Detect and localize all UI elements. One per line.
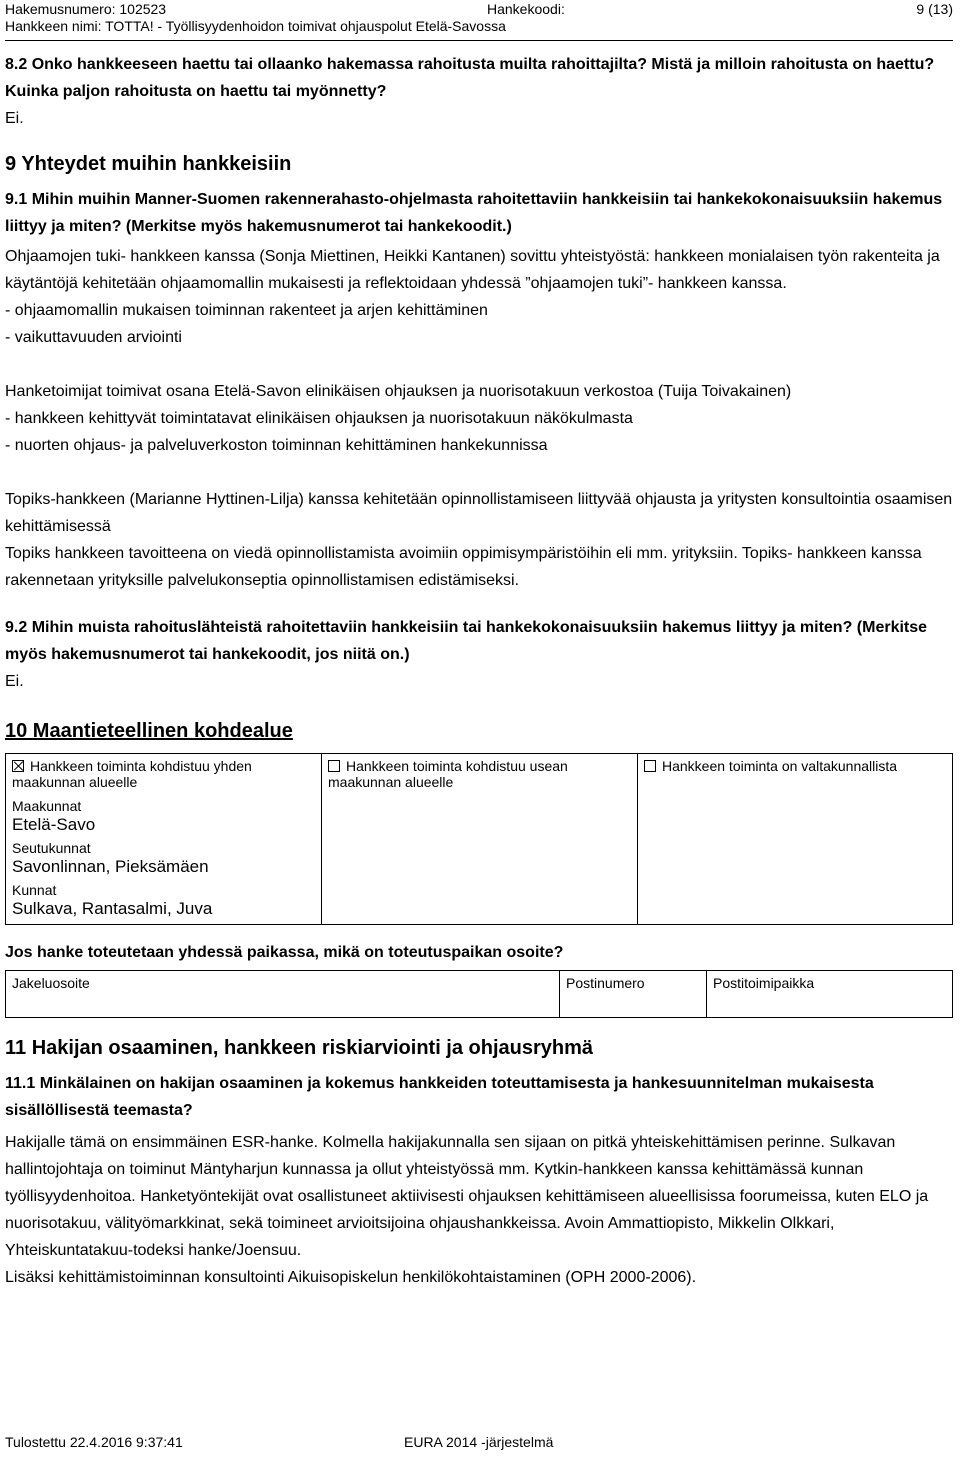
section-9-title: 9 Yhteydet muihin hankkeisiin bbox=[5, 153, 292, 175]
answer-11-1-p2: Lisäksi kehittämistoiminnan konsultointi Aikuisopiskelun henkilökohtaistaminen (OPH 2000-2006). bbox=[5, 1269, 697, 1286]
application-number: Hakemusnumero: 102523 bbox=[5, 1, 167, 17]
postal-code-label: Postinumero bbox=[566, 975, 645, 991]
answer-9-2: Ei. bbox=[5, 673, 24, 690]
street-address-field[interactable] bbox=[6, 971, 560, 1018]
question-9-1: 9.1 Mihin muihin Manner-Suomen rakennerahasto-ohjelmasta rahoitettaviin hankkeisiin tai hankekokonaisuuksiin hakemus liittyy ja miten? (Merkitse myös hakemusnumerot tai hankekoodit.) bbox=[5, 191, 943, 235]
postal-code-field[interactable] bbox=[560, 971, 707, 1018]
question-11-1: 11.1 Minkälainen on hakijan osaaminen ja kokemus hankkeiden toteuttamisesta ja hankesuunnitelman mukaisesta sisällöllisestä teemasta? bbox=[5, 1075, 874, 1119]
question-9-2: 9.2 Mihin muista rahoituslähteistä rahoitettaviin hankkeisiin tai hankekokonaisuuksiin hakemus liittyy ja miten? (Merkitse myös hakemusnumerot tai hankekoodit, jos niitä on.) bbox=[5, 619, 928, 663]
answer-9-1-p7: Topiks-hankkeen (Marianne Hyttinen-Lilja) kanssa kehitetään opinnollistamiseen liittyvää ohjausta ja yritysten konsultointia osaamisen kehittämisessä bbox=[5, 491, 953, 535]
project-name: Hankkeen nimi: TOTTA! - Työllisyydenhoidon toimivat ohjauspolut Etelä-Savossa bbox=[5, 18, 506, 34]
subregions-value: Savonlinnan, Pieksämäen bbox=[12, 857, 209, 876]
project-code-label: Hankekoodi: bbox=[487, 1, 565, 17]
answer-9-1-p8: Topiks hankkeen tavoitteena on viedä opinnollistamista avoimiin oppimisympäristöihin eli mm. yrityksiin. Topiks- hankkeen kanssa rakennetaan yrityksille palvelukonseptia opinnollistamisen edistämiseksi. bbox=[5, 545, 922, 589]
single-region-cell bbox=[6, 754, 322, 925]
municipalities-label: Kunnat bbox=[12, 882, 57, 898]
print-timestamp: Tulostettu 22.4.2016 9:37:41 bbox=[5, 1434, 183, 1450]
municipalities-value: Sulkava, Rantasalmi, Juva bbox=[12, 899, 213, 918]
multi-region-cell bbox=[322, 754, 638, 925]
answer-9-1-p5: - hankkeen kehittyvät toimintatavat elinikäisen ohjauksen ja nuorisotakuun näkökulmasta bbox=[5, 410, 633, 427]
national-option-label: Hankkeen toiminta on valtakunnallista bbox=[662, 758, 898, 774]
national-checkbox[interactable] bbox=[644, 760, 656, 772]
address-table bbox=[5, 970, 953, 1018]
section-11-title: 11 Hakijan osaaminen, hankkeen riskiarviointi ja ohjausryhmä bbox=[5, 1037, 594, 1059]
multi-region-checkbox[interactable] bbox=[328, 760, 340, 772]
regions-value: Etelä-Savo bbox=[12, 815, 96, 834]
subregions-label: Seutukunnat bbox=[12, 840, 91, 856]
multi-region-option-label: Hankkeen toiminta kohdistuu usean maakunnan alueelle bbox=[328, 758, 568, 790]
geographic-area-table bbox=[5, 753, 953, 925]
document-page bbox=[5, 0, 953, 1291]
regions-label: Maakunnat bbox=[12, 798, 82, 814]
answer-9-1-p6: - nuorten ohjaus- ja palveluverkoston toiminnan kehittäminen hankekunnissa bbox=[5, 437, 548, 454]
city-label: Postitoimipaikka bbox=[713, 975, 815, 991]
answer-9-1-p4: Hanketoimijat toimivat osana Etelä-Savon elinikäisen ohjauksen ja nuorisotakuun verkostoa (Tuija Toivakainen) bbox=[5, 383, 792, 400]
page-header bbox=[5, 0, 953, 41]
city-field[interactable] bbox=[707, 971, 953, 1018]
national-cell bbox=[638, 754, 953, 925]
single-region-option-label: Hankkeen toiminta kohdistuu yhden maakunnan alueelle bbox=[12, 758, 252, 790]
system-name: EURA 2014 -järjestelmä bbox=[404, 1434, 554, 1450]
answer-8-2: Ei. bbox=[5, 110, 24, 127]
answer-9-1-p1: Ohjaamojen tuki- hankkeen kanssa (Sonja Miettinen, Heikki Kantanen) sovittu yhteistyöstä: hankkeen monialaisen työn rakenteita ja käytäntöjä kehitetään ohjaamomallin mukaisesti ja reflektoidaan yhdessä ”ohjaamojen tuki”- hankkeen kanssa. bbox=[5, 248, 940, 292]
page-footer bbox=[5, 1434, 953, 1450]
address-question: Jos hanke toteutetaan yhdessä paikassa, mikä on toteutuspaikan osoite? bbox=[5, 944, 564, 961]
page-number: 9 (13) bbox=[916, 1, 953, 17]
answer-9-1-p2: - ohjaamomallin mukaisen toiminnan rakenteet ja arjen kehittäminen bbox=[5, 302, 488, 319]
answer-11-1-p1: Hakijalle tämä on ensimmäinen ESR-hanke. Kolmella hakijakunnalla sen sijaan on pitkä yhteiskehittämisen perinne. Sulkavan hallintojohtaja on toiminut Mäntyharjun kunnassa ja ollut yhteistyössä mm. Kytkin-hankkeen kanssa kehittämässä kunnan työllisyydenhoitoa. Hanketyöntekijät ovat osallistuneet aktiivisesti ohjauksen kehittämiseen alueellisissa foorumeissa, kuten ELO ja nuorisotakuu, välityömarkkinat, sekä toimineet arvioitsijoina ohjaushankkeissa. Avoin Ammattiopisto, Mikkelin Olkkari, Yhteiskuntatakuu-todeksi hanke/Joensuu. bbox=[5, 1134, 929, 1259]
street-address-label: Jakeluosoite bbox=[12, 975, 90, 991]
section-10-title: 10 Maantieteellinen kohdealue bbox=[5, 720, 293, 742]
answer-9-1-p3: - vaikuttavuuden arviointi bbox=[5, 329, 182, 346]
question-8-2: 8.2 Onko hankkeeseen haettu tai ollaanko hakemassa rahoitusta muilta rahoittajilta? Mistä ja milloin rahoitusta on haettu? Kuinka paljon rahoitusta on haettu tai myönnetty? bbox=[5, 56, 935, 100]
single-region-checkbox[interactable] bbox=[12, 760, 24, 772]
